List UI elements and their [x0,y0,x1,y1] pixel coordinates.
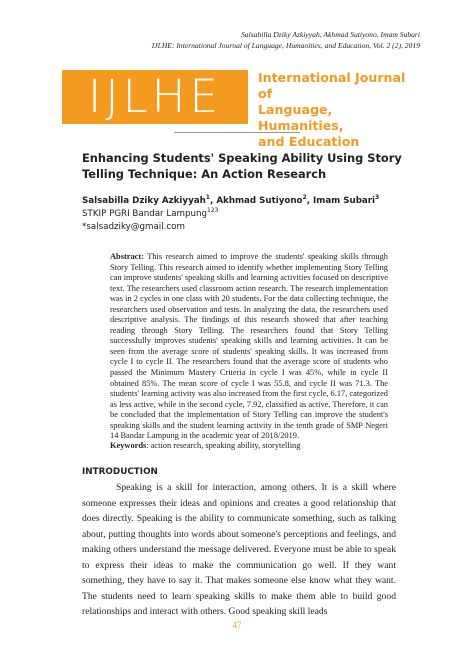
abstract-text: This research aimed to improve the students' speaking skills through Story Telling. This research aimed to identify whether implementing Story Telling can improve students' speaking skills and learning activities focused on descriptive text. The researchers used classroom action research. The research implementation was in 2 cycles in one class with 20 students. For the data collecting technique, the researchers used observation and tests. In analyzing the data, the researchers used descriptive analysis. The findings of this research showed that after teaching reading through Story Telling. The researchers found that Story Telling successfully improves students' speaking skills and learning activities. It can be seen from the average score of students' speaking skills. It was increased from cycle I to cycle II. The researchers found that the average score of students who passed the Minimum Mastery Criteria in cycle I was 45%, while in cycle II obtained 85%. The mean score of cycle I was 55.8, and cycle II was 71.3. The students' learning activity was also increased from the first cycle, 6.17, categorized as less active, while in the second cycle, 7.92, classified as active. Therefore, it can be concluded that the implementation of Story Telling can improve the student's speaking skills and the student learning activity in the tenth grade of SMP Negeri 14 Bandar Lampung in the academic year of 2018/2019. [110,252,388,441]
author-list [82,196,379,206]
page-number: 47 [232,620,242,630]
keywords-text: : action research, speaking ability, storytelling [146,441,301,450]
keywords-label: Keywords [110,441,147,450]
keywords [110,441,388,450]
abstract [110,252,388,442]
author-2-sup: 2 [302,194,307,202]
journal-name-line2: Language, Humanities, [258,102,344,133]
author-2: Akhmad Sutiyono [216,196,303,206]
affiliation-name: STKIP PGRI Bandar Lampung [82,209,208,219]
author-3-sup: 3 [375,194,380,202]
author-separator: , [306,196,314,206]
affiliation [82,209,219,219]
author-1-sup: 1 [205,194,210,202]
author-email: *salsadziky@gmail.com [82,222,185,232]
abstract-label: Abstract: [110,252,144,261]
header-divider [174,132,300,133]
introduction-paragraph: Speaking is a skill for interaction, among others. It is a skill where someone expresses their ideas and opinions and creates a good relationship that does directly. Speaking is the ability to communicate something, such as talking about, putting thoughts into words about someone's perceptions and feelings, and making others understand the message delivered. Everyone must be able to speak to express their ideas to make the communication go well. If they want something, they have to say it. That makes someone else know what they want. The students need to learn speaking skills to make them able to build good relationships and interact with others. Good speaking skill leads [82,482,396,617]
author-3: Imam Subari [313,196,376,206]
running-header-journal: IJLHE: International Journal of Language, Humanities, and Education, Vol. 2 (2), 2019 [151,41,420,50]
journal-banner [62,70,410,149]
journal-logo [62,70,248,124]
author-separator: , [209,196,217,206]
introduction-heading: INTRODUCTION [82,467,158,477]
introduction-body [82,480,396,620]
author-1: Salsabilla Dziky Azkiyyah [82,196,206,206]
affiliation-sup: 123 [207,207,219,215]
logo-text: IJLHE [88,70,222,123]
journal-name-line3: and Education [258,134,360,149]
journal-name-line1: International Journal of [258,70,406,101]
journal-name [258,70,418,150]
running-header-authors: Salsabilla Dziky Azkiyyah, Akhmad Sutiyono, Imam Subari [241,30,420,39]
article-title: Enhancing Students' Speaking Ability Using Story Telling Technique: An Action Research [82,151,402,181]
